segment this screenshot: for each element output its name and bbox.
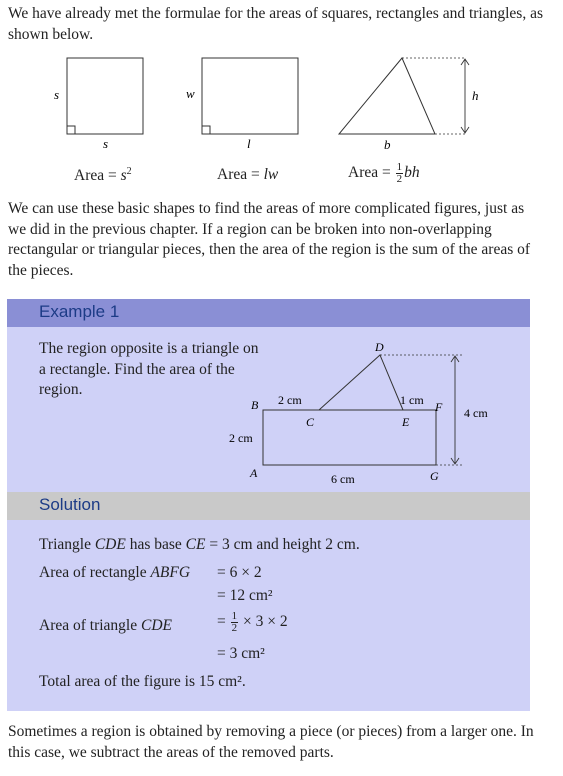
bc-length-label: 2 cm xyxy=(278,393,302,407)
triangle-base-label: b xyxy=(384,137,391,152)
total-area-line: Total area of the figure is 15 cm². xyxy=(39,673,246,690)
triangle-shape xyxy=(339,58,435,134)
square-side-label: s xyxy=(54,87,60,102)
basic-shapes-figure xyxy=(0,50,563,160)
rectangle-side-label: w xyxy=(186,86,195,101)
square-area-formula: Area = $s^2$ xyxy=(74,166,132,185)
solution-line-1: Triangle CDE has base CE = 3 cm and height 2 cm. xyxy=(39,536,360,553)
rectangle-area-label: Area of rectangle ABFG xyxy=(39,564,191,581)
square-shape xyxy=(67,58,143,134)
point-b-label: B xyxy=(251,398,259,412)
example-text: The region opposite is a triangle on a rectangle. Find the area of the region. xyxy=(39,340,259,398)
rectangle-abfg xyxy=(263,410,436,465)
triangle-area-eq2: = 3 cm² xyxy=(217,645,265,662)
example-title: Example 1 xyxy=(39,302,120,321)
right-angle-mark xyxy=(202,126,210,134)
triangle-area-label: Area of triangle CDE xyxy=(39,617,172,634)
rectangle-area-eq1: = 6 × 2 xyxy=(217,564,262,581)
solution-header xyxy=(7,492,530,520)
closing-paragraph: Sometimes a region is obtained by removing a piece (or pieces) from a larger one. In this case, we subtract the areas of the removed parts. xyxy=(8,723,534,761)
ag-length-label: 6 cm xyxy=(331,472,355,486)
rectangle-area-formula: Area = lw xyxy=(217,166,279,183)
ab-length-label: 2 cm xyxy=(229,431,253,445)
explanation-paragraph: We can use these basic shapes to find the areas of more complicated figures, just as we did in the previous chapter. If a region can be broken into non-overlapping rectangular or triangular pieces, then the area of the region is the sum of the areas of the pieces. xyxy=(8,200,531,279)
example-box xyxy=(7,299,530,711)
point-f-label: F xyxy=(435,400,443,414)
point-c-label: C xyxy=(306,415,315,429)
rectangle-base-label: l xyxy=(247,136,251,151)
point-e-label: E xyxy=(402,415,410,429)
point-a-label: A xyxy=(250,466,258,480)
square-base-label: s xyxy=(103,136,109,151)
triangle-area-formula: Area = $\frac{1}{2}$ bh xyxy=(348,161,420,185)
triangle-height-label: h xyxy=(472,88,479,103)
point-d-label: D xyxy=(375,340,384,354)
point-g-label: G xyxy=(430,469,439,483)
solution-title: Solution xyxy=(39,495,101,514)
right-angle-mark xyxy=(67,126,75,134)
intro-paragraph: We have already met the formulae for the areas of squares, rectangles and triangles, as shown below. xyxy=(8,5,543,43)
example-figure xyxy=(7,299,530,492)
height-length-label: 4 cm xyxy=(464,406,488,420)
triangle-area-eq1: = $\frac{1}{2}$ × 3 × 2 xyxy=(217,610,288,634)
ef-length-label: 1 cm xyxy=(400,393,424,407)
triangle-cde xyxy=(319,355,403,410)
rectangle-area-eq2: = 12 cm² xyxy=(217,587,273,604)
rectangle-shape xyxy=(202,58,298,134)
